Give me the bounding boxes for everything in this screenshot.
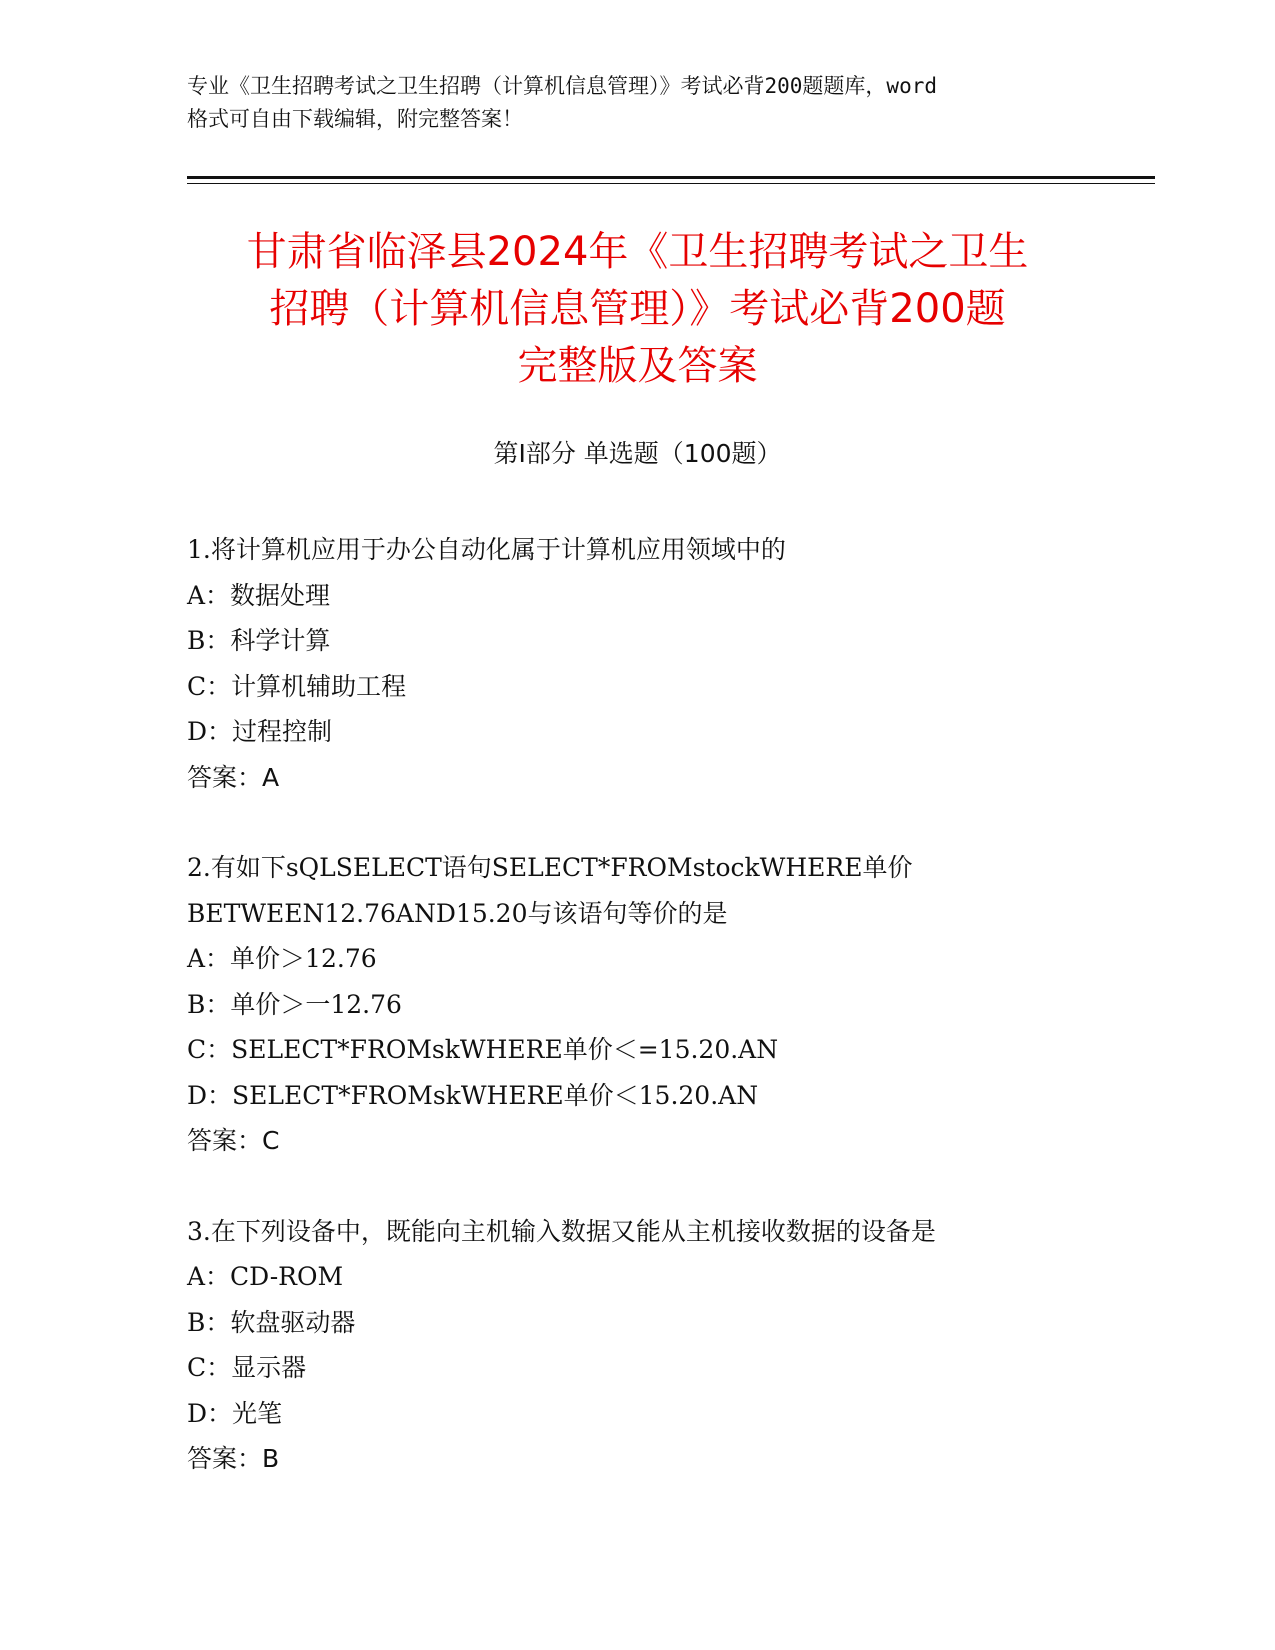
title-line: 招聘（计算机信息管理）》考试必背200题 xyxy=(269,286,1006,332)
question-item xyxy=(187,1209,1147,1482)
option-b: B：单价＞一12.76 xyxy=(187,989,402,1019)
header-note xyxy=(187,70,1087,136)
option-d: D：光笔 xyxy=(187,1398,283,1428)
header-divider-thick xyxy=(187,176,1155,179)
option-a: A：单价＞12.76 xyxy=(187,944,377,973)
section-heading: 第Ⅰ部分 单选题（100题） xyxy=(493,439,782,468)
option-a: A：CD-ROM xyxy=(187,1262,344,1291)
answer-line: 答案：C xyxy=(187,1126,280,1155)
title-line: 甘肃省临泽县2024年《卫生招聘考试之卫生 xyxy=(246,229,1029,275)
question-stem: 1.将计算机应用于办公自动化属于计算机应用领域中的 xyxy=(187,535,786,564)
title-line: 完整版及答案 xyxy=(517,343,758,389)
question-item xyxy=(187,845,1147,1164)
question-item xyxy=(187,527,1147,800)
question-list xyxy=(187,527,1147,1527)
option-d: D：过程控制 xyxy=(187,717,333,746)
question-stem: 2.有如下sQLSELECT语句SELECT*FROMstockWHERE单价 xyxy=(187,853,913,882)
header-note-line: 格式可自由下载编辑，附完整答案！ xyxy=(187,107,523,131)
document-title xyxy=(140,224,1135,395)
option-a: A：数据处理 xyxy=(187,580,331,610)
answer-line: 答案：B xyxy=(187,1444,280,1473)
option-b: B：软盘驱动器 xyxy=(187,1307,356,1337)
option-d: D：SELECT*FROMskWHERE单价＜15.20.AN xyxy=(187,1080,759,1110)
header-note-line: 专业《卫生招聘考试之卫生招聘（计算机信息管理）》考试必背200题题库，word xyxy=(187,74,937,98)
header-divider-thin xyxy=(187,183,1155,184)
answer-line: 答案：A xyxy=(187,762,280,792)
option-c: C：SELECT*FROMskWHERE单价＜=15.20.AN xyxy=(187,1035,779,1064)
question-stem-continued: BETWEEN12.76AND15.20与该语句等价的是 xyxy=(187,898,728,928)
option-c: C：计算机辅助工程 xyxy=(187,671,407,701)
question-stem: 3.在下列设备中，既能向主机输入数据又能从主机接收数据的设备是 xyxy=(187,1216,936,1246)
option-b: B：科学计算 xyxy=(187,626,331,655)
option-c: C：显示器 xyxy=(187,1353,307,1382)
